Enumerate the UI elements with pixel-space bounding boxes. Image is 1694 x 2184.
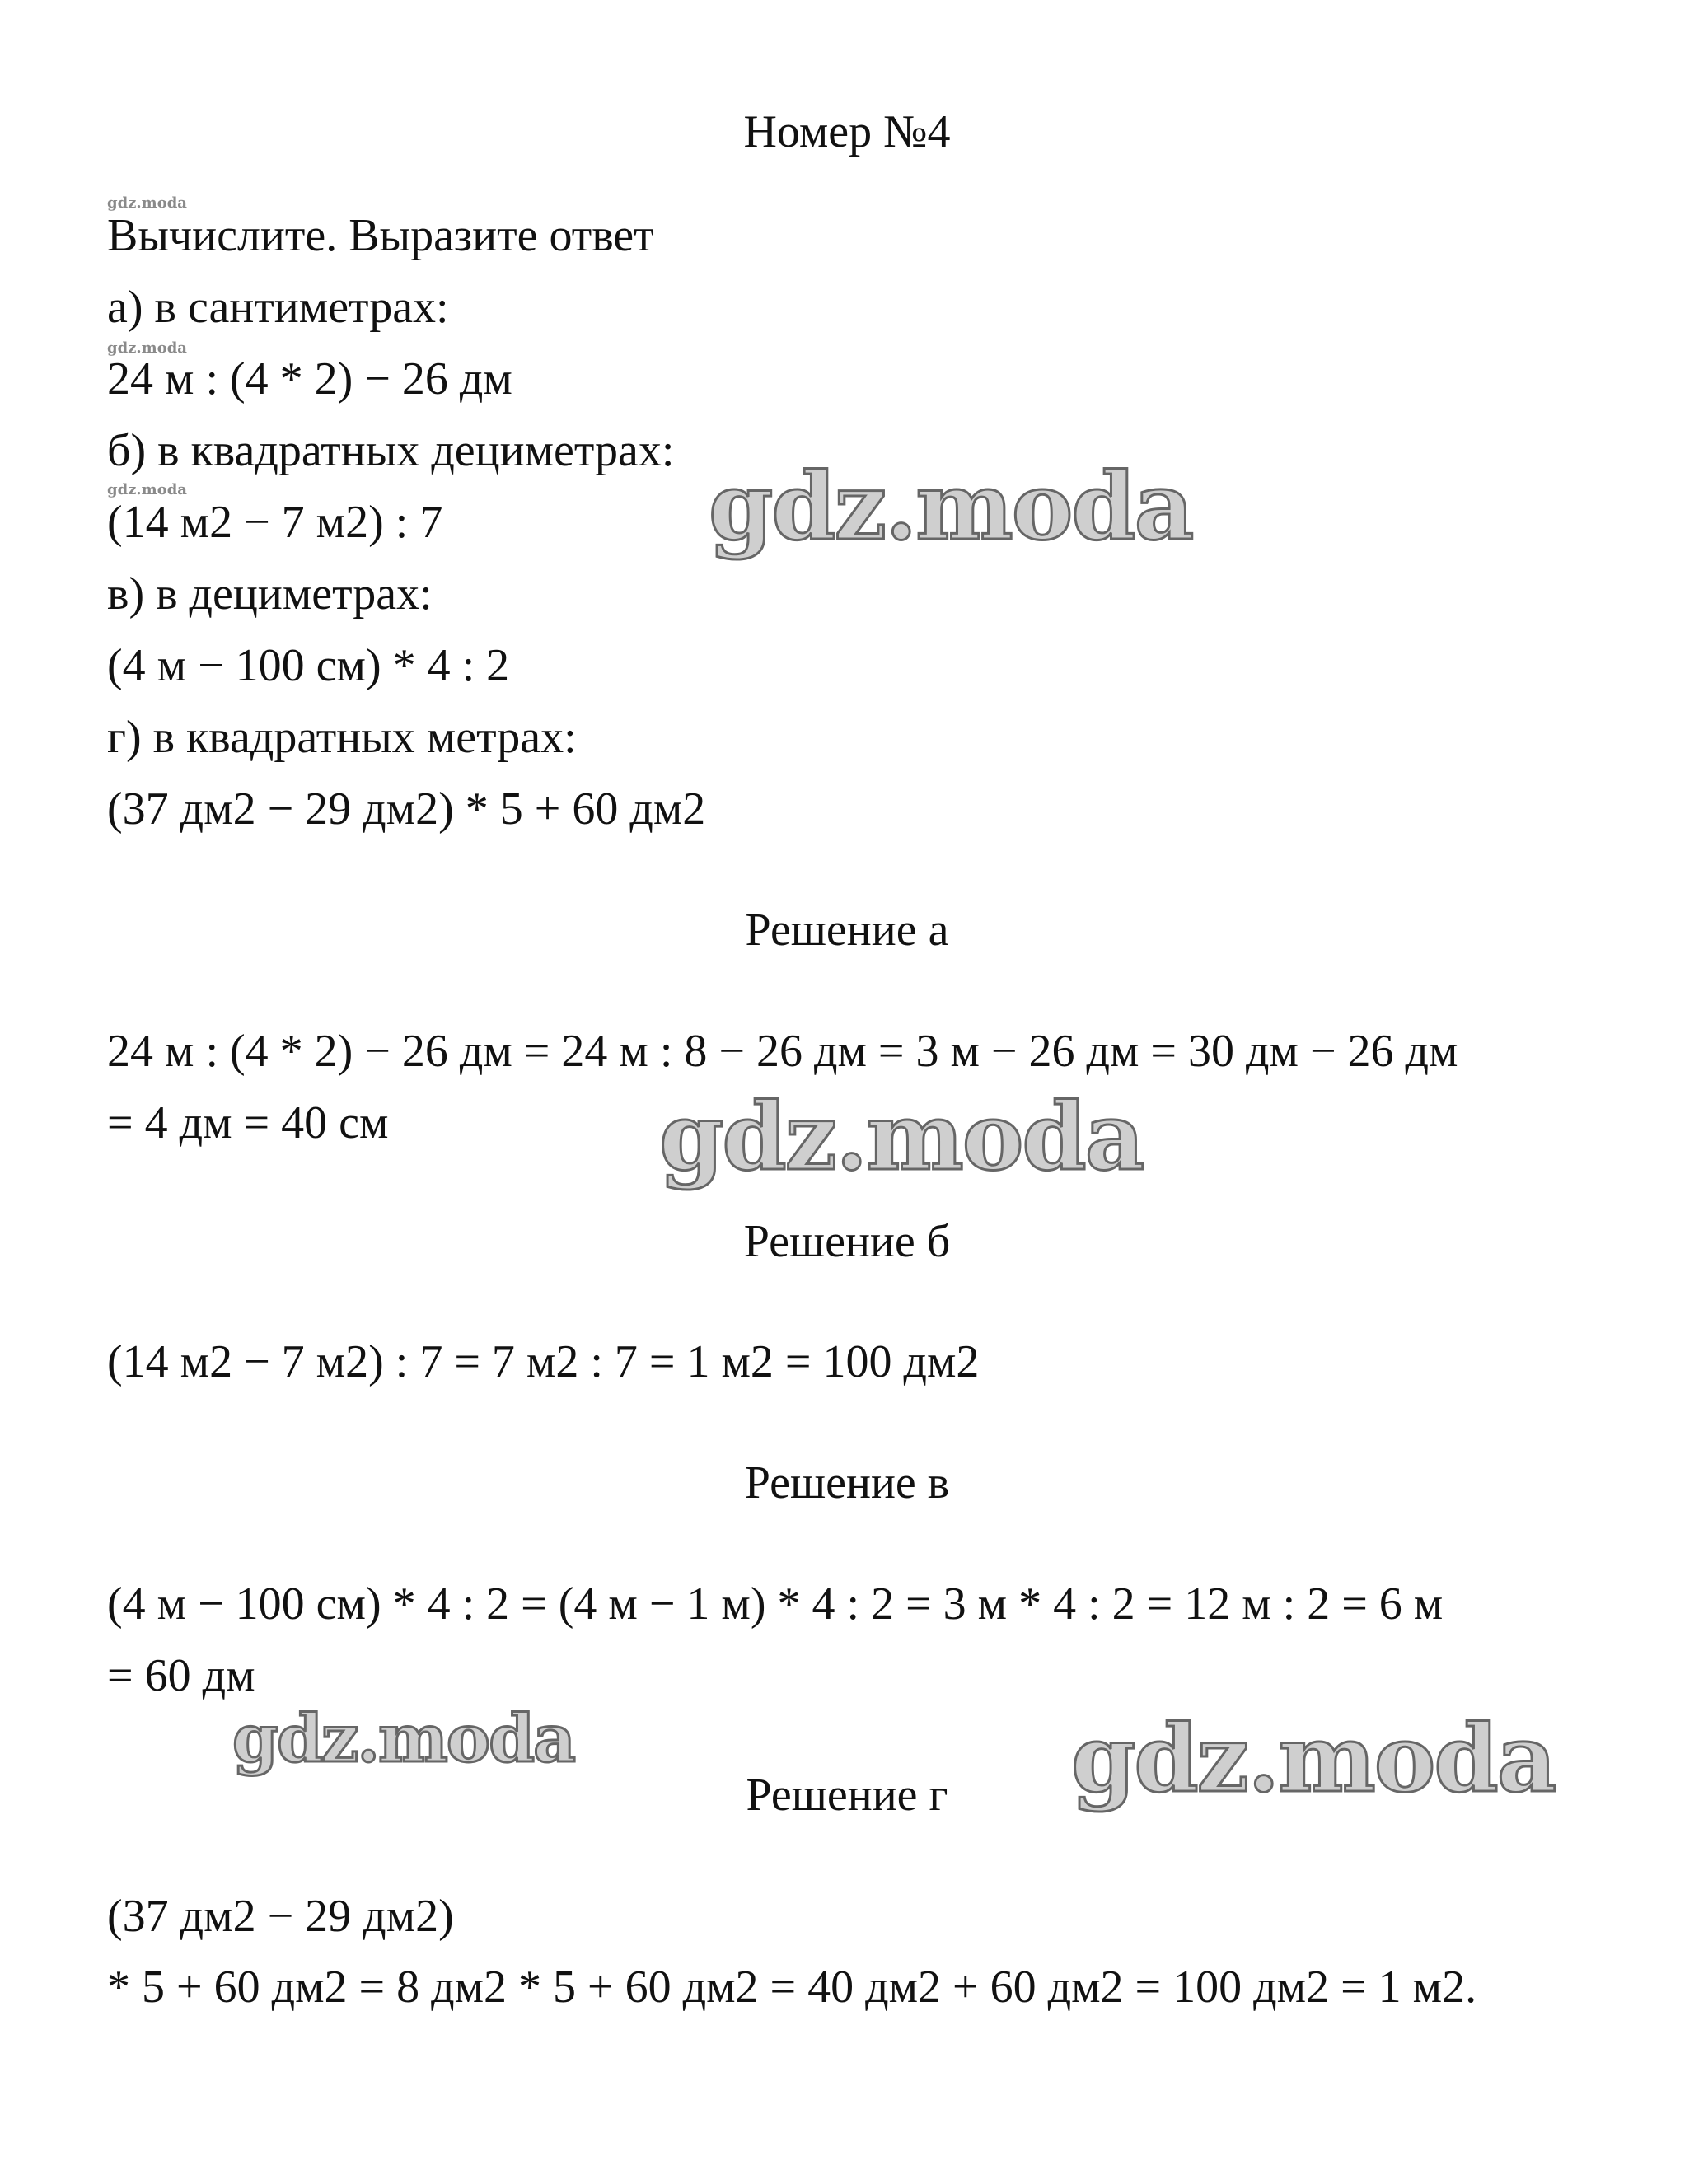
solution-line-d2: * 5 + 60 дм2 = 8 дм2 * 5 + 60 дм2 = 40 дм2 + 60 дм2 = 100 дм2 = 1 м2.	[107, 1962, 1477, 2013]
task-label-c: в) в дециметрах:	[107, 568, 433, 620]
solution-line-c1: (4 м − 100 см) * 4 : 2 = (4 м − 1 м) * 4 : 2 = 3 м * 4 : 2 = 12 м : 2 = 6 м	[107, 1578, 1444, 1630]
task-expr-d: (37 дм2 − 29 дм2) * 5 + 60 дм2	[107, 783, 706, 835]
solution-line-b1: (14 м2 − 7 м2) : 7 = 7 м2 : 7 = 1 м2 = 100 дм2	[107, 1336, 980, 1387]
solution-line-d1: (37 дм2 − 29 дм2)	[107, 1891, 454, 1942]
task-expr-b: (14 м2 − 7 м2) : 7	[107, 497, 443, 548]
task-label-d: г) в квадратных метрах:	[107, 712, 577, 763]
watermark-large: gdz.moda	[659, 1083, 1144, 1191]
watermark-large: gdz.moda	[1071, 1705, 1556, 1813]
solution-heading-a: Решение а	[745, 905, 949, 956]
watermark-small: gdz.moda	[107, 339, 187, 357]
task-expr-c: (4 м − 100 см) * 4 : 2	[107, 640, 510, 691]
solution-heading-b: Решение б	[743, 1216, 951, 1267]
solution-line-a1: 24 м : (4 * 2) − 26 дм = 24 м : 8 − 26 дм = 3 м − 26 дм = 30 дм − 26 дм	[107, 1026, 1458, 1077]
solution-heading-d: Решение г	[746, 1770, 948, 1821]
task-label-a: а) в сантиметрах:	[107, 282, 449, 333]
task-expr-a: 24 м : (4 * 2) − 26 дм	[107, 353, 512, 405]
task-label-b: б) в квадратных дециметрах:	[107, 425, 675, 476]
solution-heading-c: Решение в	[744, 1457, 950, 1508]
watermark-large: gdz.moda	[709, 453, 1193, 561]
solution-line-c2: = 60 дм	[107, 1650, 255, 1701]
watermark-small: gdz.moda	[107, 481, 187, 498]
watermark-medium: gdz.moda	[232, 1700, 574, 1777]
page-title: Номер №4	[743, 106, 951, 157]
solution-line-a2: = 4 дм = 40 см	[107, 1097, 389, 1148]
task-intro: Вычислите. Выразите ответ	[107, 210, 654, 261]
watermark-small: gdz.moda	[107, 194, 187, 212]
